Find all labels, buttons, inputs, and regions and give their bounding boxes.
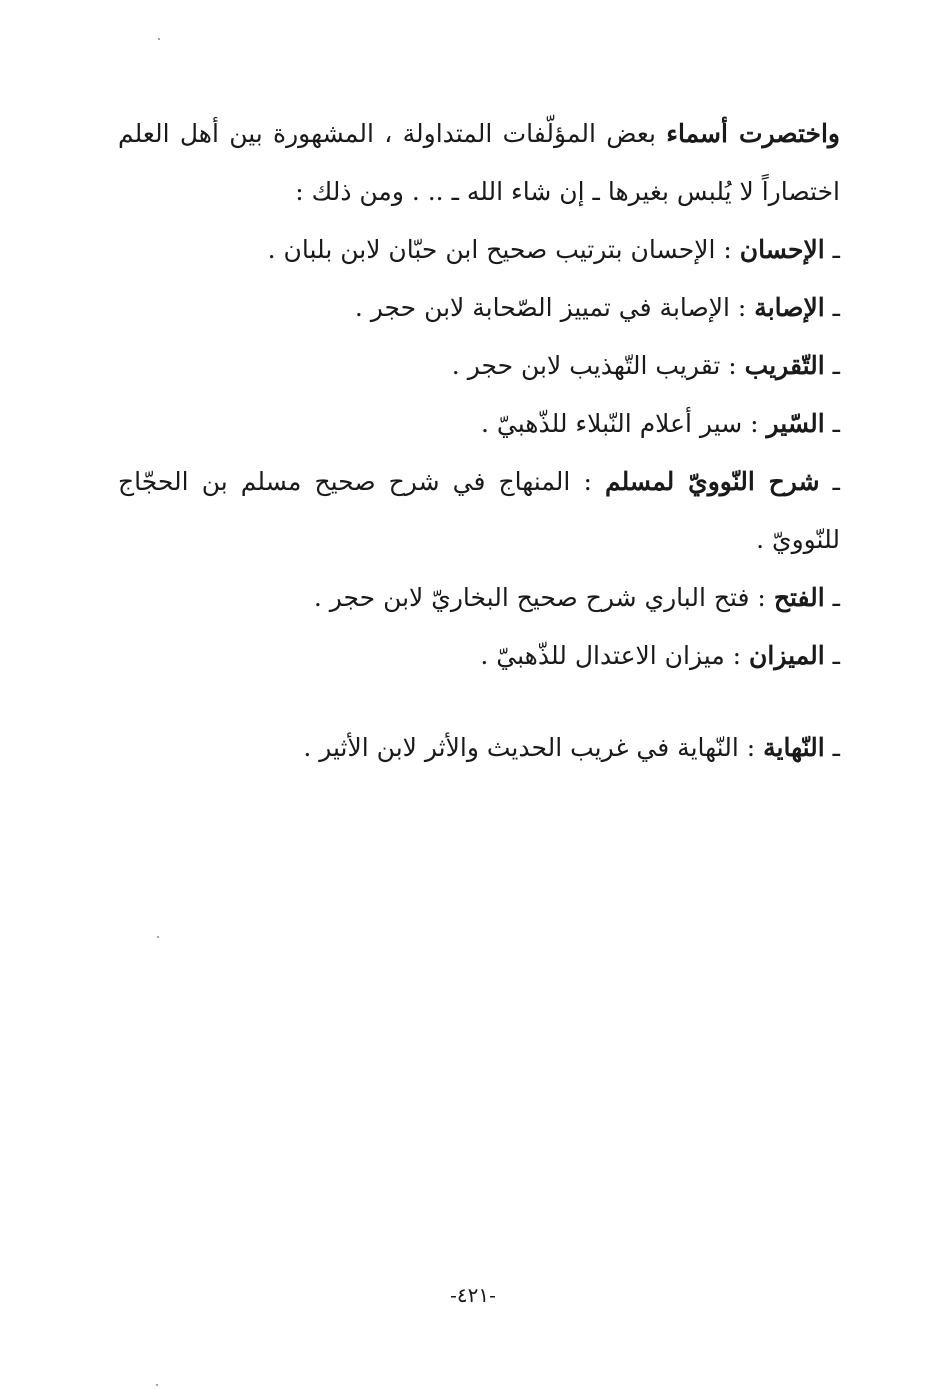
entry-dash: ـ — [824, 583, 840, 612]
entry-separator: : — [749, 583, 774, 612]
abbreviation-entry — [118, 569, 840, 627]
entry-separator: : — [570, 467, 605, 496]
entry-abbreviation: شرح النّوويّ لمسلم — [605, 467, 820, 496]
entry-full-title: سير أعلام النّبلاء للذّهبيّ . — [481, 409, 743, 438]
abbreviation-entry — [118, 279, 840, 337]
entry-abbreviation: الإحسان — [739, 235, 825, 264]
abbreviation-list — [118, 221, 840, 777]
intro-bold-lead: واختصرت أسماء — [666, 119, 840, 148]
abbreviation-entry — [118, 221, 840, 279]
abbreviation-entry — [118, 337, 840, 395]
entry-full-title: المنهاج في شرح صحيح مسلم بن الحجّاج للنّوويّ . — [118, 467, 840, 554]
scan-speck — [157, 936, 159, 938]
abbreviation-entry — [118, 395, 840, 453]
entry-full-title: فتح الباري شرح صحيح البخاريّ لابن حجر . — [313, 583, 750, 612]
entry-separator: : — [742, 409, 767, 438]
entry-abbreviation: النّهاية — [763, 733, 825, 762]
page-number: -٤٢١- — [450, 1283, 496, 1307]
entry-full-title: الإصابة في تمييز الصّحابة لابن حجر . — [354, 293, 730, 322]
entry-separator: : — [724, 641, 750, 670]
scan-speck — [156, 1384, 158, 1386]
entry-full-title: ميزان الاعتدال للذّهبيّ . — [480, 641, 725, 670]
entry-dash: ـ — [824, 351, 840, 380]
entry-dash: ـ — [824, 235, 840, 264]
scan-speck — [158, 38, 160, 40]
entry-dash: ـ — [824, 733, 840, 762]
entry-abbreviation: الإصابة — [754, 293, 825, 322]
abbreviation-entry — [118, 627, 840, 685]
entry-abbreviation: الفتح — [773, 583, 825, 612]
entry-full-title: النّهاية في غريب الحديث والأثر لابن الأثير . — [303, 733, 739, 762]
entry-separator: : — [738, 733, 764, 762]
abbreviation-entry — [118, 453, 840, 569]
entry-separator: : — [715, 235, 740, 264]
entry-abbreviation: الميزان — [749, 641, 825, 670]
entry-dash: ـ — [819, 467, 840, 496]
entry-full-title: الإحسان بترتيب صحيح ابن حبّان لابن بلبان . — [267, 235, 716, 264]
abbreviation-entry — [118, 719, 840, 777]
intro-text: بعض المؤلّفات المتداولة ، المشهورة بين أهل العلم اختصاراً لا يُلبس بغيرها ـ إن شاء الله ـ .. . ومن ذلك : — [118, 119, 840, 206]
entry-separator: : — [729, 293, 755, 322]
main-text — [118, 105, 840, 777]
entry-full-title: تقريب التّهذيب لابن حجر . — [451, 351, 721, 380]
entry-dash: ـ — [824, 641, 840, 670]
entry-abbreviation: التّقريب — [744, 351, 825, 380]
entry-abbreviation: السّير — [766, 409, 825, 438]
intro-paragraph — [118, 105, 840, 221]
entry-dash: ـ — [824, 409, 840, 438]
entry-separator: : — [720, 351, 745, 380]
entry-dash: ـ — [824, 293, 840, 322]
